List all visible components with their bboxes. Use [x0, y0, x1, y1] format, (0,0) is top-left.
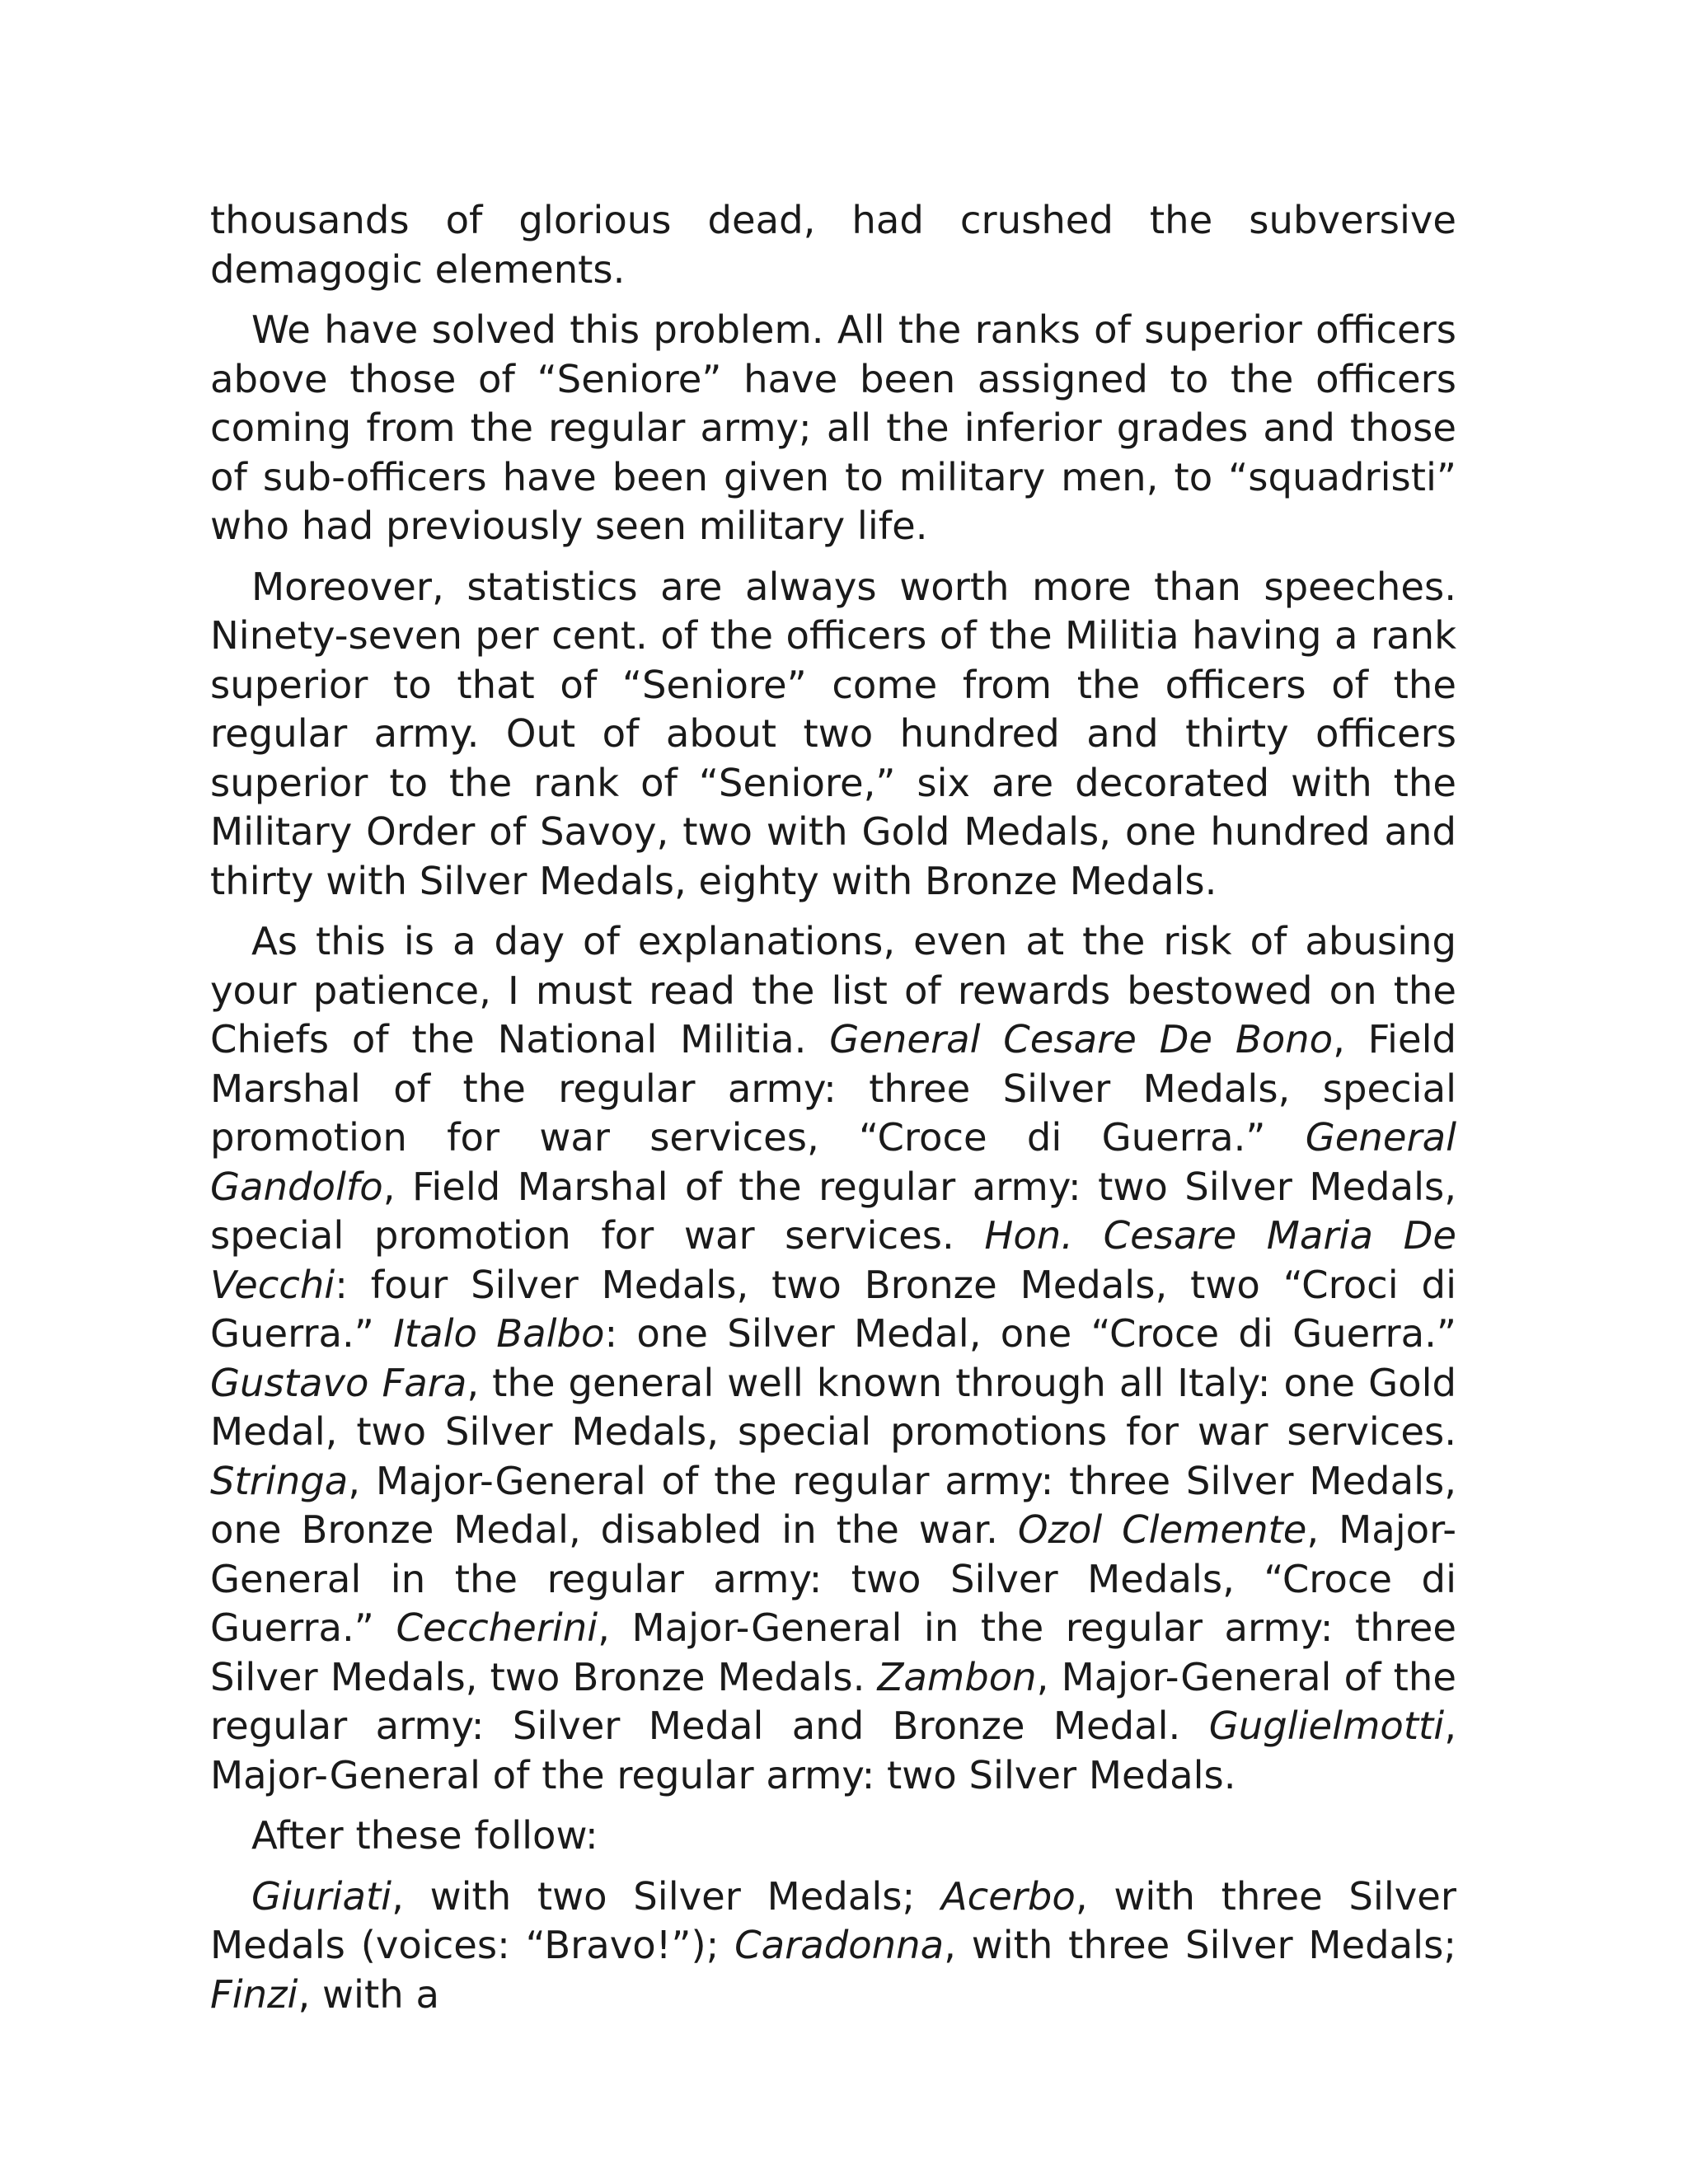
italic-name: Italo Balbo: [393, 1311, 605, 1356]
text-run: , Major-General in the regular army: two Silver Medals, “Croce di Guerra.”: [210, 1507, 1457, 1650]
italic-name: General Cesare De Bono: [829, 1017, 1334, 1062]
text-run: : one Silver Medal, one “Croce di Guerra.”: [604, 1311, 1456, 1356]
italic-name: Finzi: [210, 1971, 298, 2017]
text-run: , Major-General of the regular army: two Silver Medals.: [210, 1704, 1456, 1797]
text-run: , the general well known through all Italy: one Gold Medal, two Silver Medals, special promotions for war services.: [210, 1360, 1456, 1454]
text-run: , Field Marshal of the regular army: three Silver Medals, special promotion for war services, “Croce di Guerra.”: [210, 1017, 1457, 1160]
paragraph-1: [210, 196, 1456, 294]
italic-name: Zambon: [877, 1654, 1037, 1699]
paragraph-3: [210, 563, 1456, 907]
document-page: [210, 196, 1456, 2031]
paragraph-5: [210, 1811, 1456, 1861]
italic-name: Ozol Clemente: [1017, 1507, 1307, 1552]
paragraph-4: [210, 917, 1456, 1800]
italic-name: Ceccherini: [396, 1605, 598, 1650]
italic-name: Guglielmotti: [1208, 1704, 1445, 1748]
italic-name: Caradonna: [734, 1923, 945, 1967]
text-run: After these follow:: [251, 1813, 598, 1858]
italic-name: Giuriati: [251, 1873, 392, 1919]
paragraph-6: [210, 1872, 1456, 2020]
text-run: : four Silver Medals, two Bronze Medals, two “Croci di Guerra.”: [210, 1262, 1456, 1356]
text-run: We have solved this problem. All the ranks of superior officers above those of “Seniore” have been assigned to the officers coming from the regular army; all the inferior grades and those of sub-officers have been given to military men, to “squadristi” who had previously seen military life.: [210, 307, 1456, 548]
text-run: , with three Silver Medals (voices: “Bravo!”);: [210, 1873, 1456, 1967]
italic-name: Hon. Cesare Maria De Vecchi: [210, 1213, 1456, 1307]
text-run: , with a: [298, 1971, 439, 2017]
text-run: Moreover, statistics are always worth more than speeches. Ninety-seven per cent. of the officers of the Militia having a rank superior to that of “Seniore” come from the officers of the regular army. Out of about two hundred and thirty officers superior to the rank of “Seniore,” six are decorated with the Military Order of Savoy, two with Gold Medals, one hundred and thirty with Silver Medals, eighty with Bronze Medals.: [210, 564, 1456, 903]
paragraph-2: [210, 306, 1456, 551]
text-run: thousands of glorious dead, had crushed the subversive demagogic elements.: [210, 198, 1456, 292]
italic-name: General Gandolfo: [210, 1115, 1456, 1209]
italic-name: Stringa: [210, 1458, 349, 1503]
italic-name: Acerbo: [940, 1873, 1076, 1919]
text-run: , Major-General of the regular army: three Silver Medals, one Bronze Medal, disabled in the war.: [210, 1458, 1456, 1552]
text-run: , Field Marshal of the regular army: two Silver Medals, special promotion for war services.: [210, 1164, 1456, 1258]
text-run: , Major-General in the regular army: three Silver Medals, two Bronze Medals.: [210, 1605, 1456, 1699]
text-run: , with three Silver Medals;: [944, 1923, 1456, 1967]
text-run: , with two Silver Medals;: [392, 1873, 941, 1919]
text-run: As this is a day of explanations, even at the risk of abusing your patience, I must read the list of rewards bestowed on the Chiefs of the National Militia.: [210, 919, 1456, 1062]
italic-name: Gustavo Fara: [210, 1360, 467, 1405]
text-run: , Major-General of the regular army: Silver Medal and Bronze Medal.: [210, 1654, 1456, 1748]
